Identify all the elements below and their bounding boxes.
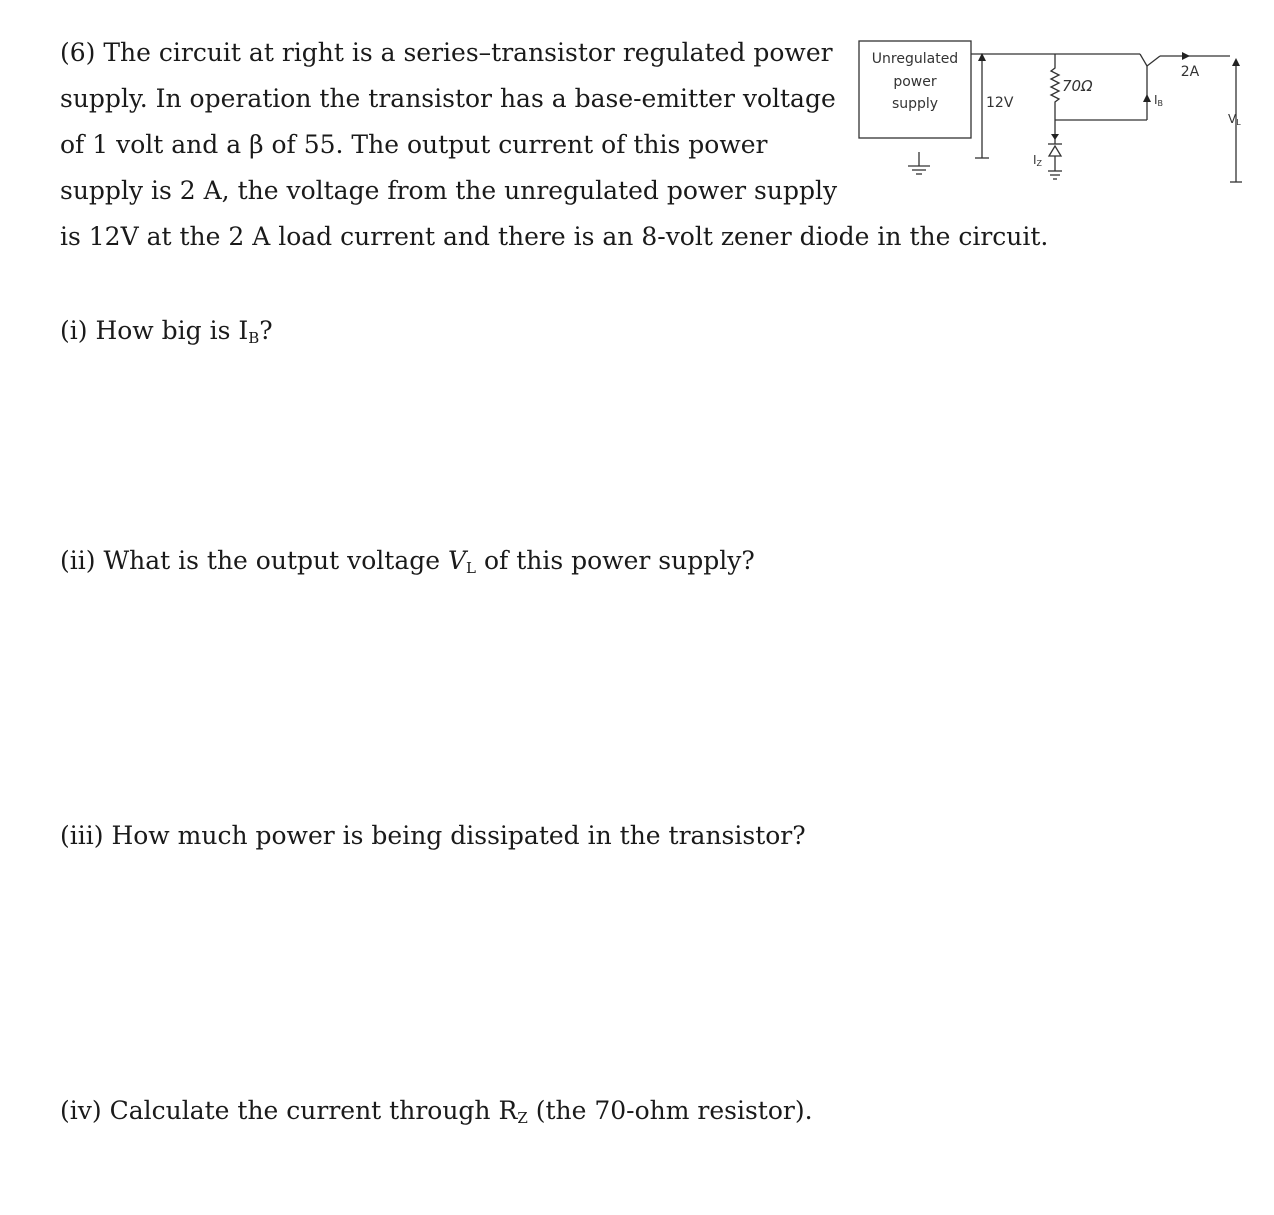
supply-voltage-label: 12V [986, 95, 1014, 111]
intro-line-2: supply. In operation the transistor has a base-emitter voltage [60, 84, 836, 113]
question-2-subscript: L [466, 559, 476, 577]
supply-label-line-2: power [893, 74, 937, 90]
intro-line-1: (6) The circuit at right is a series–transistor regulated power [60, 38, 833, 67]
intro-line-5: is 12V at the 2 A load current and there is an 8-volt zener diode in the circuit. [60, 222, 1049, 251]
base-current-arrow [1143, 94, 1151, 102]
zener-current-label: IZ [1033, 153, 1043, 168]
transistor [1140, 54, 1147, 66]
intro-line-3: of 1 volt and a β of 55. The output current of this power [60, 130, 768, 159]
resistor-70-ohm [1051, 54, 1059, 134]
circuit-diagram [850, 36, 1250, 206]
question-2 [60, 546, 755, 583]
question-4-text: (iv) Calculate the current through R [60, 1096, 518, 1125]
load-current-label: 2A [1180, 64, 1200, 80]
load-current-arrow [1182, 52, 1190, 60]
question-3: (iii) How much power is being dissipated in the transistor? [60, 821, 806, 850]
question-1 [60, 316, 273, 353]
zener-current-arrow [1051, 134, 1059, 140]
base-current-label: IB [1154, 93, 1164, 108]
question-1-suffix: ? [259, 316, 273, 345]
intro-line-4: supply is 2 A, the voltage from the unregulated power supply [60, 176, 838, 205]
question-2-text: (ii) What is the output voltage [60, 546, 448, 575]
question-4 [60, 1096, 813, 1133]
question-4-suffix: (the 70-ohm resistor). [527, 1096, 813, 1125]
question-4-subscript: Z [517, 1109, 528, 1127]
question-2-variable: V [447, 546, 467, 575]
resistor-label: 70Ω [1062, 77, 1093, 95]
supply-label-line-1: Unregulated [871, 51, 959, 67]
question-2-suffix: of this power supply? [476, 546, 755, 575]
question-1-subscript: B [248, 329, 260, 347]
supply-label-line-3: supply [891, 96, 939, 112]
zener-diode [1049, 146, 1061, 156]
question-1-text: (i) How big is I [60, 316, 249, 345]
load-voltage-label: VL [1228, 112, 1241, 127]
